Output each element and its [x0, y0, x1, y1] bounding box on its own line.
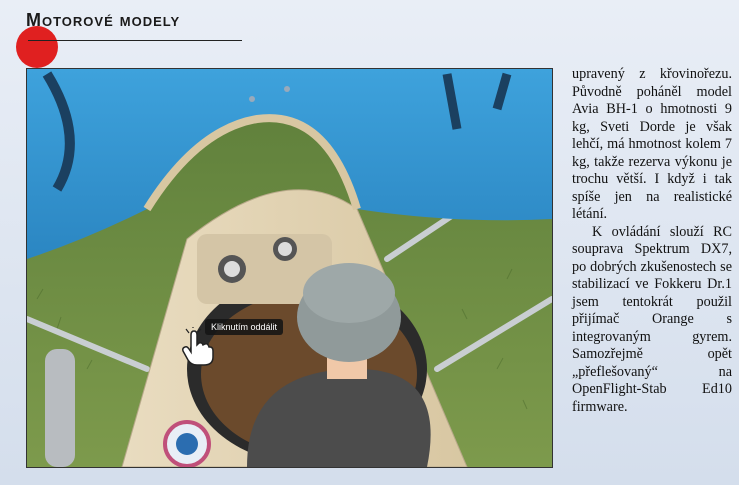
article-text — [572, 66, 732, 416]
header-rule — [28, 40, 242, 41]
zoom-tooltip: Kliknutím oddálit — [205, 319, 283, 335]
hand-pointer-icon — [177, 327, 217, 367]
page-header — [14, 4, 242, 64]
section-title: Motorové modely — [26, 10, 181, 30]
cockpit-photo-illustration — [27, 69, 552, 467]
article-paragraph: upravený z křovinořezu. Původně poháněl model Avia BH-1 o hmotnosti 9 kg, Sveti Dorde je však lehčí, má hmotnost kolem 7 kg, takže rezerva výkonu je trochu větší. I když i tak spíše jen na realistické létání. — [572, 66, 732, 222]
article-photo[interactable] — [26, 68, 553, 468]
article-paragraph: K ovládání slouží RC souprava Spektrum DX7, po dobrých zkušenostech se stabilizací ve Fokkeru Dr.1 jsem tentokrát použil přijímač Orange s integrovaným gyrem. Samozřejmě opět „přeflešovaný“ na OpenFlight-Stab Ed10 firmware. — [572, 223, 732, 415]
section-marker-dot — [16, 26, 58, 68]
